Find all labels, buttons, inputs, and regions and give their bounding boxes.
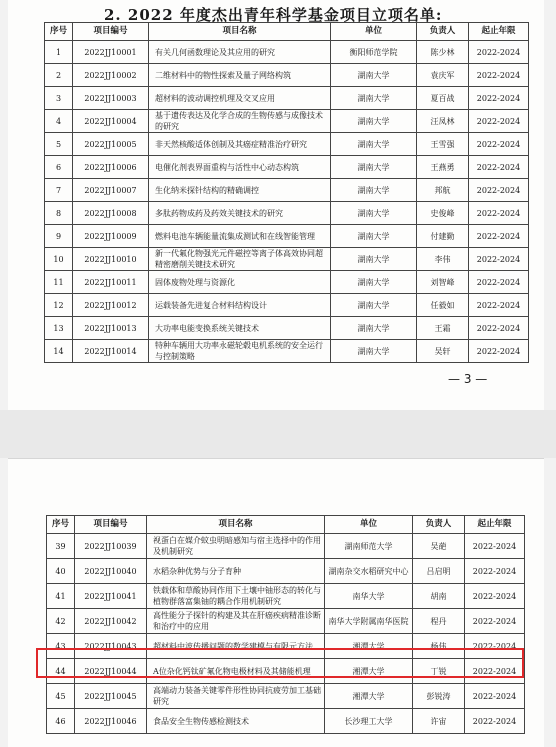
project-name: 高端动力装备关键零件形性协同抗疲劳加工基础研究 — [147, 684, 325, 709]
unit-name: 南华大学 — [325, 584, 413, 609]
table-row — [45, 340, 529, 363]
project-name: 超材料中波传播问题的数学建模与有限元方法 — [147, 634, 325, 659]
project-code: 2022JJ10043 — [75, 634, 147, 659]
project-name: 食品安全生物传感检测技术 — [147, 709, 325, 734]
project-code: 2022JJ10013 — [73, 317, 149, 340]
period: 2022-2024 — [469, 248, 529, 271]
column-header: 起止年限 — [469, 23, 529, 41]
row-number: 42 — [47, 609, 75, 634]
leader-name: 许宙 — [413, 709, 465, 734]
unit-name: 湖南大学 — [331, 110, 417, 133]
project-name: 非天然核酸适体创制及其癌症精准治疗研究 — [149, 133, 331, 156]
unit-name: 湖南师范大学 — [325, 534, 413, 559]
unit-name: 湖南大学 — [331, 294, 417, 317]
project-code: 2022JJ10005 — [73, 133, 149, 156]
period: 2022-2024 — [469, 294, 529, 317]
table-row — [45, 133, 529, 156]
project-name: 新一代氟化物强光元件磁控等离子体高效协同超精密磨削关键技术研究 — [149, 248, 331, 271]
table-row — [45, 156, 529, 179]
row-number: 7 — [45, 179, 73, 202]
project-name: 水稻杂种优势与分子育种 — [147, 559, 325, 584]
project-name: 电催化剂表界面重构与活性中心动态构筑 — [149, 156, 331, 179]
period: 2022-2024 — [465, 634, 525, 659]
leader-name: 汪凤林 — [417, 110, 469, 133]
period: 2022-2024 — [465, 659, 525, 684]
project-code: 2022JJ10007 — [73, 179, 149, 202]
leader-name: 彭锐涛 — [413, 684, 465, 709]
leader-name: 吴葩 — [413, 534, 465, 559]
row-number: 44 — [47, 659, 75, 684]
row-number: 3 — [45, 87, 73, 110]
unit-name: 衡阳师范学院 — [331, 41, 417, 64]
column-header: 序号 — [47, 516, 75, 534]
document-page-top — [8, 0, 544, 411]
project-name: 特种车辆用大功率永磁轮毂电机系统的安全运行与控制策略 — [149, 340, 331, 363]
row-number: 41 — [47, 584, 75, 609]
table-row — [47, 684, 525, 709]
page-number: — 3 — — [448, 372, 488, 386]
column-header: 项目名称 — [149, 23, 331, 41]
column-header: 起止年限 — [465, 516, 525, 534]
leader-name: 夏百战 — [417, 87, 469, 110]
project-code: 2022JJ10044 — [75, 659, 147, 684]
leader-name: 王雪强 — [417, 133, 469, 156]
leader-name: 吕启明 — [413, 559, 465, 584]
project-code: 2022JJ10014 — [73, 340, 149, 363]
project-code: 2022JJ10006 — [73, 156, 149, 179]
project-code: 2022JJ10002 — [73, 64, 149, 87]
row-number: 46 — [47, 709, 75, 734]
project-code: 2022JJ10042 — [75, 609, 147, 634]
row-number: 43 — [47, 634, 75, 659]
leader-name: 袁庆军 — [417, 64, 469, 87]
project-code: 2022JJ10039 — [75, 534, 147, 559]
table-body-bottom — [47, 516, 525, 734]
table-row — [45, 179, 529, 202]
project-code: 2022JJ10012 — [73, 294, 149, 317]
row-number: 39 — [47, 534, 75, 559]
table-header-row — [47, 516, 525, 534]
unit-name: 湖南大学 — [331, 202, 417, 225]
unit-name: 湖南大学 — [331, 64, 417, 87]
table-row — [45, 317, 529, 340]
period: 2022-2024 — [469, 202, 529, 225]
table-header-row — [45, 23, 529, 41]
project-name: 高性能分子探针的构建及其在肝癌疾病精准诊断和治疗中的应用 — [147, 609, 325, 634]
project-table-top — [44, 22, 529, 363]
leader-name: 史俊峰 — [417, 202, 469, 225]
leader-name: 程丹 — [413, 609, 465, 634]
project-code: 2022JJ10046 — [75, 709, 147, 734]
column-header: 项目编号 — [75, 516, 147, 534]
row-number: 10 — [45, 248, 73, 271]
period: 2022-2024 — [469, 64, 529, 87]
leader-name: 付建勤 — [417, 225, 469, 248]
period: 2022-2024 — [469, 225, 529, 248]
table-row — [45, 110, 529, 133]
column-header: 项目编号 — [73, 23, 149, 41]
row-number: 2 — [45, 64, 73, 87]
row-number: 1 — [45, 41, 73, 64]
project-name: 铁载体和草酸协同作用下土壤中铀形态的转化与植物群落富集铀的耦合作用机制研究 — [147, 584, 325, 609]
project-name: 基于遗传表达及化学合成的生物传感与成像技术的研究 — [149, 110, 331, 133]
leader-name: 邦航 — [417, 179, 469, 202]
table-row — [45, 225, 529, 248]
project-table-bottom — [46, 515, 525, 734]
document-page-bottom — [8, 458, 544, 747]
period: 2022-2024 — [465, 684, 525, 709]
unit-name: 湖南大学 — [331, 179, 417, 202]
project-code: 2022JJ10001 — [73, 41, 149, 64]
table-row — [45, 271, 529, 294]
table-row — [45, 294, 529, 317]
period: 2022-2024 — [469, 41, 529, 64]
table-row — [47, 709, 525, 734]
table-row — [45, 64, 529, 87]
row-number: 4 — [45, 110, 73, 133]
table-body-top — [45, 23, 529, 363]
leader-name: 吴轩 — [417, 340, 469, 363]
column-header: 项目名称 — [147, 516, 325, 534]
leader-name: 刘智峰 — [417, 271, 469, 294]
column-header: 负责人 — [413, 516, 465, 534]
unit-name: 湖南大学 — [331, 87, 417, 110]
unit-name: 湖南大学 — [331, 340, 417, 363]
leader-name: 陈少林 — [417, 41, 469, 64]
project-code: 2022JJ10041 — [75, 584, 147, 609]
row-number: 6 — [45, 156, 73, 179]
row-number: 13 — [45, 317, 73, 340]
column-header: 单位 — [325, 516, 413, 534]
unit-name: 南华大学附属南华医院 — [325, 609, 413, 634]
table-row — [45, 202, 529, 225]
row-number: 5 — [45, 133, 73, 156]
table-row — [47, 609, 525, 634]
period: 2022-2024 — [465, 559, 525, 584]
period: 2022-2024 — [469, 271, 529, 294]
leader-name: 胡南 — [413, 584, 465, 609]
period: 2022-2024 — [465, 609, 525, 634]
period: 2022-2024 — [465, 584, 525, 609]
project-code: 2022JJ10003 — [73, 87, 149, 110]
row-number: 14 — [45, 340, 73, 363]
unit-name: 长沙理工大学 — [325, 709, 413, 734]
unit-name: 湘潭大学 — [325, 684, 413, 709]
table-row — [45, 41, 529, 64]
unit-name: 湖南杂交水稻研究中心 — [325, 559, 413, 584]
leader-name: 任毅如 — [417, 294, 469, 317]
period: 2022-2024 — [469, 87, 529, 110]
period: 2022-2024 — [469, 179, 529, 202]
unit-name: 湖南大学 — [331, 248, 417, 271]
column-header: 序号 — [45, 23, 73, 41]
period: 2022-2024 — [465, 709, 525, 734]
period: 2022-2024 — [469, 156, 529, 179]
project-name: 生化纳米探针结构的精确调控 — [149, 179, 331, 202]
project-code: 2022JJ10004 — [73, 110, 149, 133]
project-code: 2022JJ10045 — [75, 684, 147, 709]
project-name: A位杂化钙钛矿氟化物电极材料及其储能机理 — [147, 659, 325, 684]
project-name: 大功率电能变换系统关键技术 — [149, 317, 331, 340]
project-name: 超材料的波动调控机理及交叉应用 — [149, 87, 331, 110]
project-name: 固体废物处理与资源化 — [149, 271, 331, 294]
leader-name: 李伟 — [417, 248, 469, 271]
column-header: 单位 — [331, 23, 417, 41]
project-name: 多肽药物成药及药效关键技术的研究 — [149, 202, 331, 225]
unit-name: 湖南大学 — [331, 156, 417, 179]
row-number: 9 — [45, 225, 73, 248]
period: 2022-2024 — [469, 317, 529, 340]
table-row — [47, 584, 525, 609]
unit-name: 湖南大学 — [331, 317, 417, 340]
period: 2022-2024 — [469, 340, 529, 363]
row-number: 12 — [45, 294, 73, 317]
table-row — [45, 87, 529, 110]
unit-name: 湘潭大学 — [325, 659, 413, 684]
project-name: 有关几何函数理论及其应用的研究 — [149, 41, 331, 64]
unit-name: 湘潭大学 — [325, 634, 413, 659]
project-code: 2022JJ10009 — [73, 225, 149, 248]
project-code: 2022JJ10010 — [73, 248, 149, 271]
table-row — [45, 248, 529, 271]
page-gap — [0, 410, 556, 458]
unit-name: 湖南大学 — [331, 225, 417, 248]
table-row — [47, 534, 525, 559]
project-code: 2022JJ10011 — [73, 271, 149, 294]
project-name: 燃料电池车辆能量流集成测试和在线智能管理 — [149, 225, 331, 248]
project-name: 视蛋白在媒介蚊虫明暗感知与宿主选择中的作用及机制研究 — [147, 534, 325, 559]
leader-name: 杨伟 — [413, 634, 465, 659]
project-code: 2022JJ10008 — [73, 202, 149, 225]
period: 2022-2024 — [469, 133, 529, 156]
leader-name: 王燕勇 — [417, 156, 469, 179]
column-header: 负责人 — [417, 23, 469, 41]
row-number: 8 — [45, 202, 73, 225]
period: 2022-2024 — [469, 110, 529, 133]
period: 2022-2024 — [465, 534, 525, 559]
highlight-box — [36, 648, 524, 678]
project-name: 二维材料中的物性探索及量子网络构筑 — [149, 64, 331, 87]
section-heading: 2. 2022 年度杰出青年科学基金项目立项名单: — [104, 6, 443, 24]
table-row — [47, 559, 525, 584]
project-code: 2022JJ10040 — [75, 559, 147, 584]
unit-name: 湖南大学 — [331, 271, 417, 294]
leader-name: 王霜 — [417, 317, 469, 340]
row-number: 11 — [45, 271, 73, 294]
unit-name: 湖南大学 — [331, 133, 417, 156]
row-number: 40 — [47, 559, 75, 584]
project-name: 运载装备先进复合材料结构设计 — [149, 294, 331, 317]
leader-name: 丁锐 — [413, 659, 465, 684]
row-number: 45 — [47, 684, 75, 709]
